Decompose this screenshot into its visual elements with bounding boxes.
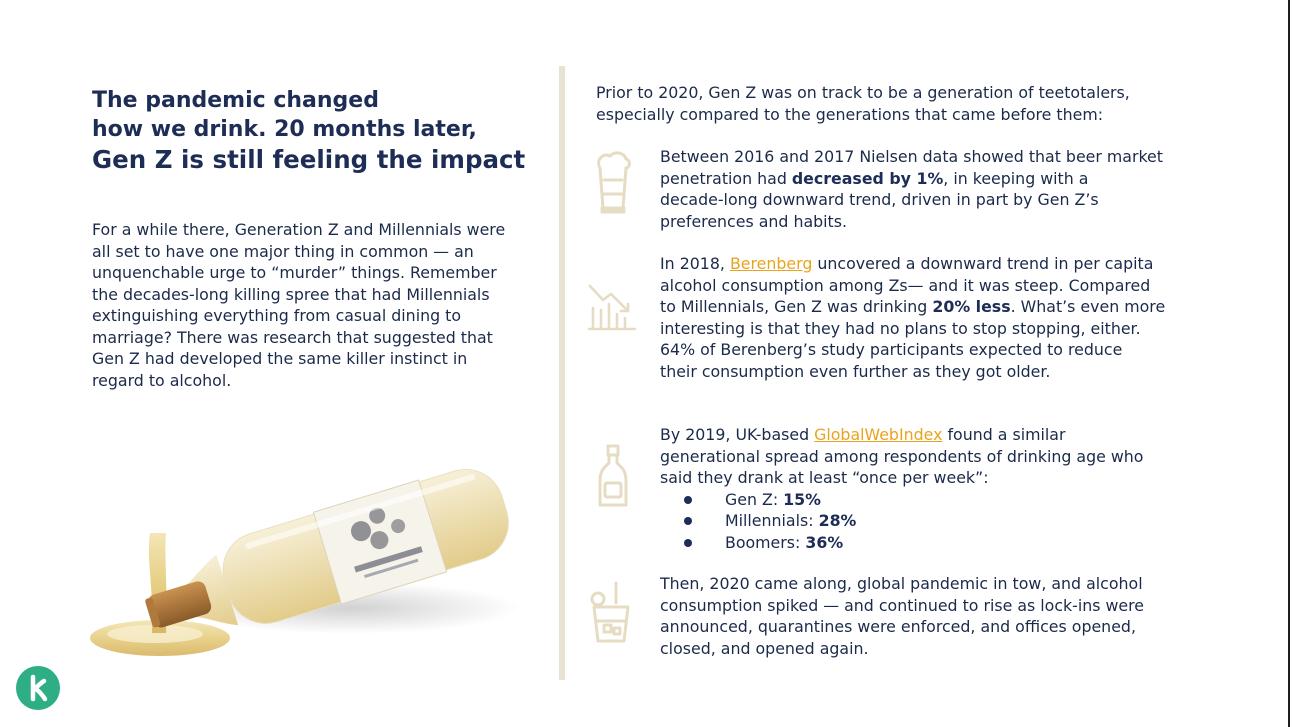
berenberg-line: to Millennials, Gen Z was drinking 20% less. What’s even more xyxy=(660,297,1166,316)
bullet-icon xyxy=(684,496,692,504)
page-edge-line xyxy=(1288,0,1290,727)
berenberg-stat: 20% less xyxy=(932,297,1011,316)
column-divider xyxy=(559,66,565,680)
beer-stat: decreased by 1% xyxy=(791,168,944,188)
lead-line: Prior to 2020, Gen Z was on track to be a generation of teetotalers, xyxy=(596,83,1130,102)
lead-paragraph xyxy=(596,82,1130,125)
gwi-line: By 2019, UK-based GlobalWebIndex found a similar xyxy=(660,425,1066,444)
berenberg-line: In 2018, Berenberg uncovered a downward trend in per capita xyxy=(660,254,1154,273)
beer-line: penetration had decreased by 1%, in keeping with a xyxy=(660,168,1089,188)
beer-line: preferences and habits. xyxy=(660,211,848,231)
berenberg-line: alcohol consumption among Zs— and it was steep. Compared xyxy=(660,275,1151,295)
berenberg-line: interesting is that they had no plans to stop stopping, either. xyxy=(660,318,1141,338)
cocktail-glass-icon xyxy=(588,581,634,645)
berenberg-line: their consumption even further as they got older. xyxy=(660,361,1051,381)
bullet-icon xyxy=(684,517,692,525)
beer-glass-icon xyxy=(594,150,632,214)
pandemic-line: Then, 2020 came along, global pandemic in tow, and alcohol xyxy=(660,574,1143,593)
intro-line: the decades-long killing spree that had Millennials xyxy=(92,284,490,304)
berenberg-paragraph xyxy=(660,253,1165,382)
intro-line: marriage? There was research that suggested that xyxy=(92,327,493,347)
pouring-wine-bottle-image xyxy=(80,448,520,663)
gwi-paragraph xyxy=(660,424,1143,553)
intro-line: regard to alcohol. xyxy=(92,370,232,390)
bottle-icon xyxy=(596,443,630,509)
intro-paragraph xyxy=(92,219,532,391)
beer-line: decade-long downward trend, driven in part by Gen Z’s xyxy=(660,190,1099,209)
pandemic-line: closed, and opened again. xyxy=(660,638,869,658)
beer-paragraph xyxy=(660,146,1163,232)
intro-line: unquenchable urge to “murder” things. Remember xyxy=(92,263,497,282)
downward-trend-chart-icon xyxy=(587,282,637,332)
list-item: Gen Z: 15% xyxy=(660,489,1143,511)
berenberg-link[interactable]: Berenberg xyxy=(729,254,813,273)
bullet-icon xyxy=(684,539,692,547)
list-item: Boomers: 36% xyxy=(660,532,1143,554)
intro-line: Gen Z had developed the same killer instinct in xyxy=(92,349,468,368)
gwi-line: said they drank at least “once per week”: xyxy=(660,468,989,487)
pandemic-paragraph xyxy=(660,573,1144,659)
pandemic-line: announced, quarantines were enforced, and offices opened, xyxy=(660,617,1136,636)
beer-line: Between 2016 and 2017 Nielsen data showed that beer market xyxy=(660,147,1163,166)
title-line-3: Gen Z is still feeling the impact xyxy=(92,145,526,174)
intro-line: all set to have one major thing in common — an xyxy=(92,241,474,261)
intro-line: extinguishing everything from casual dining to xyxy=(92,306,462,325)
page-title xyxy=(92,86,552,175)
brand-logo-k-icon xyxy=(16,666,60,710)
intro-line: For a while there, Generation Z and Millennials were xyxy=(92,220,506,239)
lead-line: especially compared to the generations that came before them: xyxy=(596,104,1104,124)
globalwebindex-link[interactable]: GlobalWebIndex xyxy=(814,425,943,444)
list-item: Millennials: 28% xyxy=(660,510,1143,532)
pandemic-line: consumption spiked — and continued to rise as lock-ins were xyxy=(660,595,1145,615)
generation-stats-list xyxy=(660,489,1143,554)
title-line-1: The pandemic changed xyxy=(92,88,379,113)
gwi-line: generational spread among respondents of drinking age who xyxy=(660,446,1144,466)
berenberg-line: 64% of Berenberg’s study participants expected to reduce xyxy=(660,340,1123,359)
title-line-2: how we drink. 20 months later, xyxy=(92,117,477,142)
